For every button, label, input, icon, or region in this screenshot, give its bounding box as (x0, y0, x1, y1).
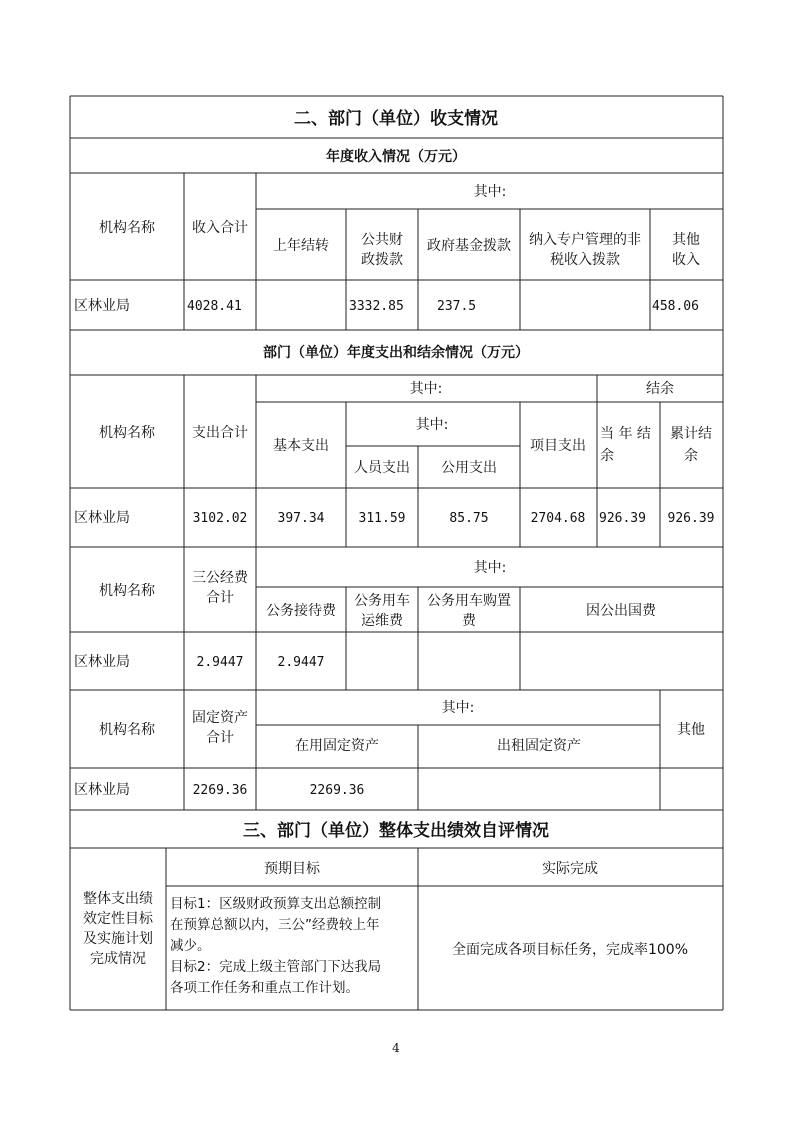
expense-col-project: 项目支出 (530, 438, 586, 454)
income-col-public-finance: 公共财政拨款 (361, 232, 403, 268)
assets-col-rented: 出租固定资产 (497, 738, 581, 754)
expense-col-current-year: 当 年 结余 (600, 426, 651, 464)
three-public-col-car-maint: 公务用车运维费 (354, 593, 410, 629)
income-col-special-account: 纳入专户管理的非税收入拨款 (529, 232, 641, 268)
income-row-public-finance: 3332.85 (349, 299, 404, 314)
three-public-col-reception: 公务接待费 (266, 603, 336, 619)
page-number: 4 (392, 1041, 400, 1055)
assets-row-in-use: 2269.36 (309, 783, 365, 798)
assets-col-in-use: 在用固定资产 (295, 738, 379, 754)
assets-of-which: 其中: (441, 700, 475, 716)
assets-col-org: 机构名称 (99, 722, 155, 738)
three-public-col-abroad: 因公出国费 (586, 603, 656, 619)
expense-of-which: 其中: (409, 381, 443, 397)
three-public-col-car-purchase: 公务用车购置费 (427, 593, 511, 629)
expense-row-public-use: 85.75 (449, 511, 489, 526)
income-row-org: 区林业局 (74, 298, 130, 314)
actual-completion-text: 全面完成各项目标任务，完成率100% (451, 942, 689, 958)
income-col-total: 收入合计 (192, 220, 248, 236)
three-public-row-reception: 2.9447 (277, 655, 325, 670)
section2-title: 二、部门（单位）收支情况 (294, 109, 498, 129)
expense-of-which-2: 其中: (415, 417, 449, 433)
expense-col-cumulative: 累计结余 (670, 426, 712, 464)
expense-row-basic: 397.34 (277, 511, 325, 526)
assets-col-other: 其他 (677, 722, 705, 738)
assets-row-total: 2269.36 (192, 783, 248, 798)
three-public-col-total: 三公经费合计 (192, 570, 248, 606)
expense-row-personnel: 311.59 (358, 511, 406, 526)
performance-row-label: 整体支出绩效定性目标及实施计划完成情况 (83, 891, 153, 967)
three-public-row-org: 区林业局 (74, 654, 130, 670)
expense-col-total: 支出合计 (192, 425, 248, 441)
expense-col-personnel: 人员支出 (354, 460, 410, 476)
income-table-title: 年度收入情况（万元） (326, 149, 466, 165)
expense-row-total: 3102.02 (192, 511, 248, 526)
income-col-org: 机构名称 (99, 220, 155, 236)
expense-col-public-use: 公用支出 (441, 460, 497, 476)
expense-row-cumulative: 926.39 (667, 511, 715, 526)
three-public-col-org: 机构名称 (99, 583, 155, 599)
expense-row-project: 2704.68 (530, 511, 586, 526)
expense-col-org: 机构名称 (99, 425, 155, 441)
three-public-of-which: 其中: (473, 560, 507, 576)
expense-table-title: 部门（单位）年度支出和结余情况（万元） (263, 345, 529, 361)
section3-title: 三、部门（单位）整体支出绩效自评情况 (243, 821, 549, 841)
expense-row-org: 区林业局 (74, 510, 130, 526)
expense-balance: 结余 (646, 381, 674, 397)
assets-row-org: 区林业局 (74, 782, 130, 798)
assets-col-total: 固定资产合计 (192, 710, 248, 746)
three-public-row-total: 2.9447 (196, 655, 244, 670)
income-col-other: 其他收入 (672, 232, 700, 268)
income-of-which: 其中: (473, 184, 507, 200)
income-col-gov-fund: 政府基金拨款 (427, 238, 511, 254)
expense-col-basic: 基本支出 (273, 438, 329, 454)
income-col-carryover: 上年结转 (273, 238, 329, 254)
actual-completion-header: 实际完成 (542, 861, 598, 877)
income-row-other: 458.06 (652, 299, 699, 314)
income-row-total: 4028.41 (187, 299, 242, 314)
expense-row-current-year: 926.39 (599, 511, 646, 526)
expected-target-header: 预期目标 (264, 861, 320, 877)
expected-target-text: 目标1：区级财政预算支出总额控制在预算总额以内，三公”经费较上年减少。目标2：完成上级主管部门下达我局各项工作任务和重点工作计划。 (170, 896, 382, 996)
income-row-gov-fund: 237.5 (437, 299, 477, 314)
